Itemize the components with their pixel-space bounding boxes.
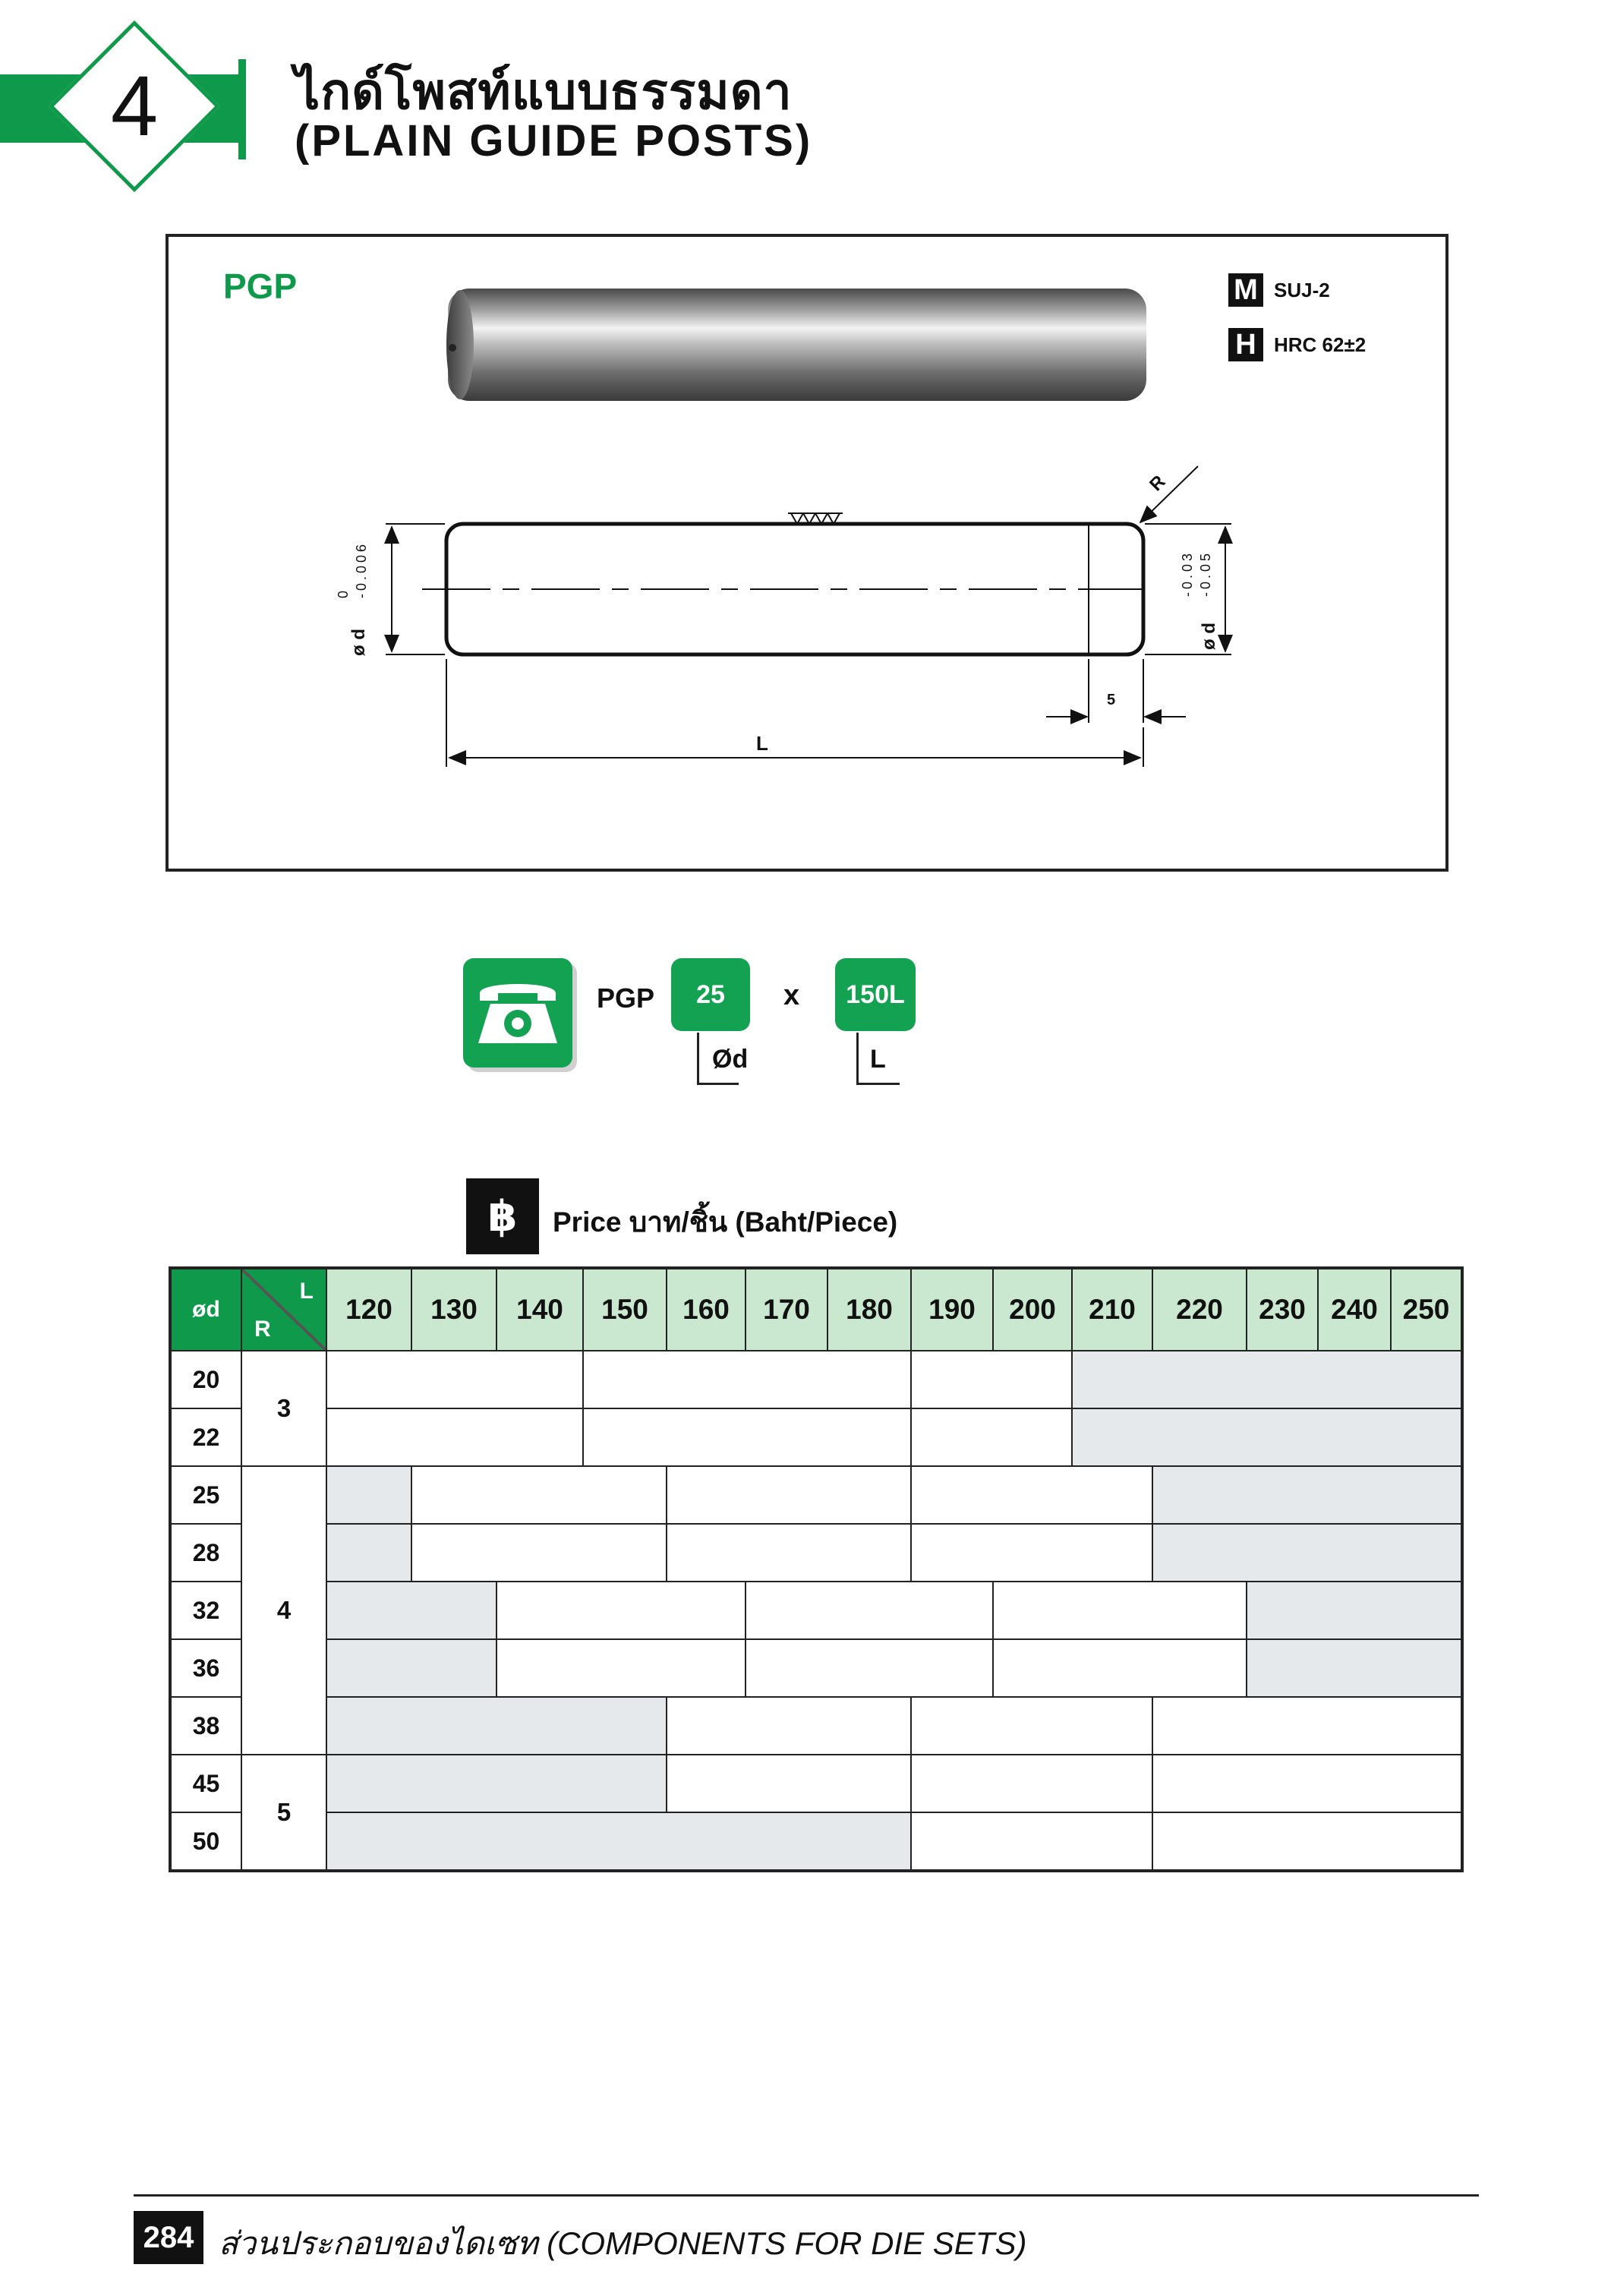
table-row: [170, 1697, 1462, 1755]
radius-leader: [1140, 466, 1198, 522]
price-cell: [746, 1582, 993, 1639]
hardness-badge: H: [1228, 328, 1263, 361]
unavailable-cell: [326, 1812, 911, 1871]
price-cell: [583, 1351, 911, 1408]
page-title-thai: ไกด์โพสท์แบบธรรมดา: [295, 63, 793, 119]
chamfer-label: 5: [1107, 692, 1116, 708]
length-label: L: [756, 732, 768, 755]
price-cell: [911, 1466, 1152, 1524]
row-radius: 4: [241, 1466, 326, 1755]
table-row: [170, 1639, 1462, 1697]
header-length-radius: [241, 1268, 326, 1351]
unavailable-cell: [1072, 1351, 1462, 1408]
footer-caption: ส่วนประกอบของไดเซท (COMPONENTS FOR DIE SETS): [219, 2225, 1027, 2261]
price-title: Price บาท/ชิ้น (Baht/Piece): [553, 1206, 898, 1238]
unavailable-cell: [326, 1639, 496, 1697]
order-code-diameter-box: 25: [671, 958, 750, 1031]
price-cell: [746, 1639, 993, 1697]
right-tolerance-label: [1199, 623, 1219, 650]
unavailable-cell: [326, 1582, 496, 1639]
table-row: [170, 1582, 1462, 1639]
row-diameter: 36: [170, 1639, 241, 1697]
header-length-210: 210: [1072, 1268, 1152, 1351]
unavailable-cell: [1152, 1524, 1462, 1582]
unavailable-cell: [1072, 1408, 1462, 1466]
price-cell: [667, 1697, 911, 1755]
left-tolerance-label: [348, 629, 369, 656]
price-cell: [911, 1351, 1072, 1408]
unavailable-cell: [1247, 1639, 1462, 1697]
row-radius: 5: [241, 1755, 326, 1871]
header-length-160: 160: [667, 1268, 746, 1351]
radius-label: R: [1146, 471, 1170, 496]
header-length-240: 240: [1318, 1268, 1391, 1351]
unavailable-cell: [1247, 1582, 1462, 1639]
header-diameter: ød: [170, 1268, 241, 1351]
telephone-icon: [463, 958, 572, 1068]
table-row: [170, 1755, 1462, 1812]
left-tolerance-lower: -0.006: [354, 541, 369, 598]
unavailable-cell: [326, 1755, 667, 1812]
price-cell: [326, 1408, 583, 1466]
row-diameter: 20: [170, 1351, 241, 1408]
order-code-prefix: PGP: [597, 982, 655, 1014]
header-length-140: 140: [496, 1268, 583, 1351]
right-tolerance-upper: -0.03: [1180, 550, 1195, 597]
diameter-caption: Ød: [712, 1045, 749, 1074]
header-length-230: 230: [1247, 1268, 1318, 1351]
price-cell: [911, 1812, 1152, 1871]
price-cell: [911, 1524, 1152, 1582]
header-length-200: 200: [993, 1268, 1072, 1351]
price-table: [169, 1266, 1464, 1872]
left-tolerance-upper: 0: [336, 590, 351, 598]
guide-post-photo: [446, 289, 1146, 401]
price-cell: [911, 1697, 1152, 1755]
price-cell: [911, 1408, 1072, 1466]
page-number: 284: [134, 2211, 203, 2264]
header-length-250: 250: [1391, 1268, 1462, 1351]
chamfer-dimension: [1046, 659, 1186, 723]
header-divider: [238, 59, 246, 159]
row-diameter: 22: [170, 1408, 241, 1466]
price-cell: [1152, 1812, 1462, 1871]
price-cell: [496, 1582, 746, 1639]
right-tolerance-lower: -0.05: [1198, 550, 1213, 597]
price-cell: [667, 1524, 911, 1582]
footer-rule: [134, 2194, 1479, 2197]
page-title-english: (PLAIN GUIDE POSTS): [295, 116, 813, 166]
left-tolerance-prefix: ø d: [348, 629, 369, 656]
row-radius: 3: [241, 1351, 326, 1466]
header-length-170: 170: [746, 1268, 827, 1351]
table-row: [170, 1351, 1462, 1408]
baht-icon: ฿: [466, 1178, 539, 1254]
right-tolerance-prefix: ø d: [1199, 623, 1219, 650]
row-diameter: 25: [170, 1466, 241, 1524]
row-diameter: 28: [170, 1524, 241, 1582]
price-cell: [667, 1755, 911, 1812]
post-outline: [422, 524, 1145, 654]
unavailable-cell: [326, 1697, 667, 1755]
unavailable-cell: [1152, 1466, 1462, 1524]
row-diameter: 38: [170, 1697, 241, 1755]
header-length: L: [299, 1279, 314, 1304]
row-diameter: 45: [170, 1755, 241, 1812]
hardness-text: HRC 62±2: [1274, 333, 1367, 356]
header-length-180: 180: [827, 1268, 911, 1351]
header-radius: R: [254, 1317, 271, 1342]
material-badge: M: [1228, 273, 1263, 307]
header-length-190: 190: [911, 1268, 993, 1351]
price-cell: [1152, 1755, 1462, 1812]
unavailable-cell: [326, 1466, 411, 1524]
price-cell: [667, 1466, 911, 1524]
header-length-150: 150: [583, 1268, 667, 1351]
section-number: 4: [110, 58, 159, 153]
table-row: [170, 1466, 1462, 1524]
order-code-length-box: 150L: [835, 958, 916, 1031]
row-diameter: 50: [170, 1812, 241, 1871]
header-length-120: 120: [326, 1268, 411, 1351]
table-row: [170, 1408, 1462, 1466]
price-cell: [411, 1524, 667, 1582]
order-phone-tile: [463, 958, 572, 1068]
order-code-separator: x: [783, 979, 800, 1011]
material-text: SUJ-2: [1274, 278, 1330, 301]
unavailable-cell: [326, 1524, 411, 1582]
row-diameter: 32: [170, 1582, 241, 1639]
technical-drawing: [165, 234, 1449, 872]
price-cell: [583, 1408, 911, 1466]
price-cell: [326, 1351, 583, 1408]
header-length-220: 220: [1152, 1268, 1247, 1351]
product-code-label: PGP: [223, 266, 298, 306]
table-row: [170, 1812, 1462, 1871]
table-header-row: [170, 1268, 1462, 1351]
price-cell: [496, 1639, 746, 1697]
price-cell: [993, 1639, 1247, 1697]
header-length-130: 130: [411, 1268, 496, 1351]
length-dimension: [446, 659, 1143, 767]
price-cell: [411, 1466, 667, 1524]
price-cell: [993, 1582, 1247, 1639]
price-cell: [911, 1755, 1152, 1812]
length-caption: L: [870, 1045, 886, 1074]
table-row: [170, 1524, 1462, 1582]
price-cell: [1152, 1697, 1462, 1755]
